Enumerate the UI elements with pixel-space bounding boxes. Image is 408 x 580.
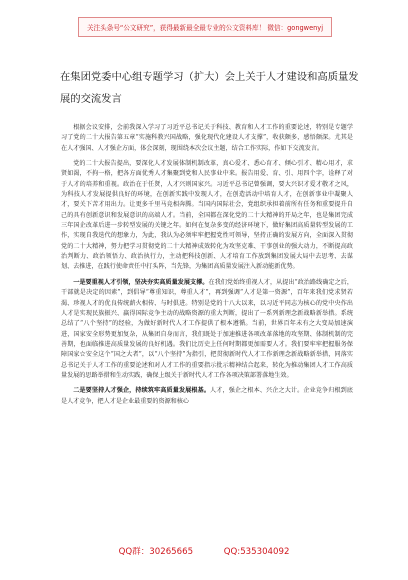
promo-banner: 关注头条号“公文研究”，获得最新最全最专业的公文资料库！ 微信：gongwenyj <box>78 17 332 37</box>
paragraph-point-one-text: 在我们党始终重视人才，从提出“政治路线确定之后，干部就是决定的因素”，到倡导“尊重知识，尊重人才”，再到强调“人才是第一资源”，百年来我们党求贤若渴、珍视人才的优良传统薪火相传、与时俱进。特别是党的十八大以来，以习近平同志为核心的党中央作出人才是实现民族振兴、赢得国际竞争主动的战略资源的重大判断，提出了一系列新理念新战略新举措。系统总结了“八个坚持”的经验，为做好新时代人才工作提供了根本遵循。当前，世界百年未有之大变局加速演进，国家安全形势更加复杂，从集团自身而言，我们既处于加速推进各项改革落地的攻坚期、体制机制的完善期，也面临推进高质量发展的良好机遇。我们比历史上任何时期都更加需要人才。我们要牢牢把握服务保障国家☆安全这个“国之大者”，以“八个坚持”为指引，把贯彻新时代人才工作新理念新战略新举措，同落实总书记关于人才工作的重要论述和对人才工作的重要指示批示精神结合起来，转化为推动集团人才工作高质量发展的思路举措和生动实践，确保上级关于新时代人才工作各项决策部署落地生效。 <box>61 278 354 379</box>
paragraph-report: 党的二十大报告提出，要深化人才发展体制机制改革，真心爱才、悉心育才、倾心引才、精心用才，求贤如渴，不拘一格，把各方面优秀人才集聚到党和人民事业中来。报告用爱、育、引、用四个字，诠释了对于人才的培养和重视。政治在于任贤，人才兴则国家兴。习近平总书记曾强调，要大兴识才爱才敬才之风，为科技人才发展提供良好的环境，在创新实践中发现人才，在创造活动中培育人才，在创新事业中凝聚人才，要关下苦才用出力。让更多千里马竞相奔腾。当国内国际社会，党组织承担着前所有任务和重要提升自己的具有创新意识和发展意识的高端人才。当前，全国都在深化党的二十大精神的开局之年，也是集团完成三年国企改革后进一步转型发展的关键之年。如何在复杂多变的经济环境下，做好集团高质量转型发展的工作，实现自我迭代的想象力，为此，我认为必须牢牢把握党性可领导，坚持正确的发展方向，全面深入贯彻党的二十大精神，努力把学习贯彻党的二十大精神成效转化为攻坚克难、干事创业的强大动力，不断提高政治判断力、政治领悟力、政治执行力，主动把科技创新、人才培育工作放到集团发展大局中去思考、去谋划、去推进，在践行使命责任中打头阵，当先锋，为集团高质量发展注入新动能新优势。 <box>61 160 353 271</box>
heading-point-one: 一是要重视人才引领，坚决夯实高质量发展支撑。 <box>73 278 209 286</box>
document-body <box>61 123 353 412</box>
paragraph-intro: 根据会议安排，会前我深入学习了习近平总书记关于科技、教育和人才工作的重要论述，特别是专题学习了党的二十大报告第五章“实施科教兴国战略，强化现代化建设人才支撑”，收获颇多，感悟颇深。尤其是在人才强国、人才强企方面，体会深刻，现围绕本次会议主题，结合工作实际，作如下交流发言。 <box>61 124 353 152</box>
paragraph-point-one <box>61 278 353 381</box>
qq-group-label: QQ群：30265665 <box>118 547 194 557</box>
document-title: 在集团党委中心组专题学习（扩大）会上关于人才建设和高质量发展的交流发言 <box>60 71 359 105</box>
qq-label: QQ:535304092 <box>223 547 290 557</box>
paragraph-point-two-text: 人才，强企之根本、兴企之大计。企业竞争归根到底是人才竞争，把人才是企业最重要的资源和核心 <box>61 387 353 405</box>
heading-point-two: 二是要坚持人才强企，持续筑牢高质量发展根基。 <box>73 387 211 395</box>
paragraph-point-two <box>61 386 353 407</box>
contact-footer <box>0 545 408 557</box>
